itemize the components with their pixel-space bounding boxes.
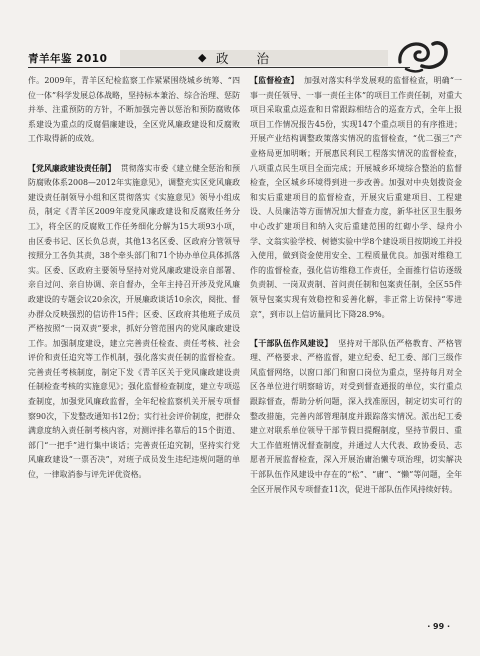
section-body: 加强对落实科学发展观的监督检查，明确“一事一责任领导、一事一责任主体”的项目工作责任制，对重大项目采取重点巡查和日常跟踪相结合的巡查方式，全年上报项目工作情况报告45份，实现147个重点项目的有序推进；开展产业结构调整政策落实情况的监督检查，“优二强三”产业格局更加明晰；开展惠民利民工程落实情况的监督检查，八项重点民生项目全面完成；开展城乡环境综合整治的监督检查，全区城乡环境得到进一步改善。加强对中央划拨资金和实后重建项目的监督检查，开展灾后重建项目、工程建设、人员廉洁等方面情况加大督查力度，新华社区卫生服务中心改扩建项目和纳入灾后重建范围的红砌小学、绿舟小学、文翁实验学校、树德实验中学8个建设项目按期竣工并投入使用，做到资金使用安全、工程质量优良。加强对维稳工作的监督检查，强化信访维稳工作责任，全面推行信访逐级负责制、一岗双责制、首问责任制和包案责任制，全区55件领导包案实现有效稳控和妥善化解，非正常上访保持“零进京”，到市以上信访量同比下降28.9%。 <box>250 76 462 319</box>
diamond-icon: ◆ <box>198 51 207 64</box>
section-heading: 【干部队伍作风建设】 <box>250 338 333 348</box>
section-body: 坚持对干部队伍严格教育、严格管理、严格要求、严格监督，建立纪委、纪工委、部门三级作风监督网络，以窗口部门和窗口岗位为重点，坚持每月对全区各单位进行明察暗访，对受到督查通报的单位，实行重点跟踪督查，帮助分析问题，深入找准原因，制定切实可行的整改措施，完善内部管理制度并跟踪落实情况。派出纪工委建立对联系单位领导干部节假日提醒制度，坚持节假日、重大工作值班情况督查制度，并通过人大代表、政协委员、志愿者开展监督检查，深入开展治庸治懒专项治理，切实解决干部队伍作风建设中存在的“松”、“庸”、“懒”等问题，全年全区开展作风专项督查11次，促进干部队伍作风持续好转。 <box>250 338 462 494</box>
header-rule <box>28 67 410 68</box>
section-cadre-work-style <box>250 337 462 498</box>
section-supervision-inspection <box>250 74 462 322</box>
section-party-style-responsibility <box>28 162 240 483</box>
section-title-char-1: 政 <box>216 51 229 66</box>
section-body: 贯彻落实市委《建立健全惩治和预防腐败体系2008—2012年实施意见》，调整充实区党风廉政建设责任制领导小组和区贯彻落实《实施意见》领导小组成员，制定《青羊区2009年度党风廉政建设和反腐败任务分工》，将全区的反腐败工作任务细化分解为15大项93小项，由区委书记、区长负总责，其他13名区委、区政府分管领导按照分工各负其责，38个牵头部门和71个协办单位具体抓落实。区委、区政府主要领导坚持对党风廉政建设亲自部署、亲自过问、亲自协调、亲自督办，全年主持召开涉及党风廉政建设的专题会议20余次，开展廉政谈话10余次，阅批、督办群众反映强烈的信访件15件；区委、区政府其他班子成员严格按照“一岗双责”要求，抓好分管范围内的党风廉政建设工作。加强制度建设，建立完善责任检查、责任考核、社会评价和责任追究等工作机制，强化落实责任制的监督检查。完善责任考核制度，制定下发《青羊区关于党风廉政建设责任制检查考核的实施意见》；强化监督检查制度，建立专项巡查制度，加强党风廉政监督，全年纪检监察机关开展专项督察90次，下发整改通知书12份；实行社会评价制度，把群众满意度纳入责任制考核内容，对测评排名靠后的15个街道、部门“一把手”进行集中谈话；完善责任追究制，坚持实行党风廉政建设“一票否决”，对班子成员发生违纪违规问题的单位，一律取消参与评先评优资格。 <box>28 163 240 480</box>
page-number: · 99 · <box>427 622 450 631</box>
section-heading: 【党风廉政建设责任制】 <box>28 163 116 173</box>
section-title <box>216 49 269 67</box>
section-heading: 【监督检查】 <box>250 76 299 85</box>
section-title-char-2: 治 <box>256 51 270 66</box>
right-column <box>250 74 462 497</box>
left-column <box>28 74 240 483</box>
book-title: 青羊年鉴 2010 <box>28 53 108 65</box>
intro-paragraph: 作。2009年，青羊区纪检监察工作紧紧围绕城乡统筹、“四位一体”科学发展总体战略，坚持标本兼治、综合治理、惩防并举、注重预防的方针，不断加强完善以惩治和预防腐败体系建设为重点的反腐倡廉建设，全区党风廉政建设和反腐败工作取得新的成效。 <box>28 76 240 144</box>
swirl-logo-icon <box>392 36 452 76</box>
